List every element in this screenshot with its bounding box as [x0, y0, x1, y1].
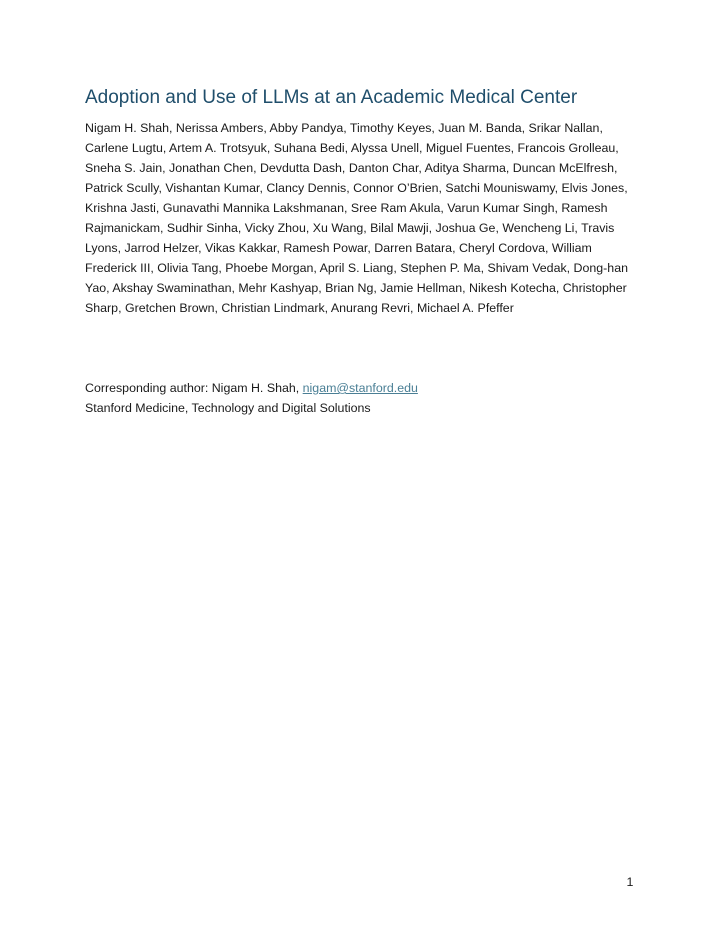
affiliation: Stanford Medicine, Technology and Digital Solutions: [85, 401, 371, 415]
author-list: Nigam H. Shah, Nerissa Ambers, Abby Pandya, Timothy Keyes, Juan M. Banda, Srikar Nallan, Carlene Lugtu, Artem A. Trotsyuk, Suhana Bedi, Alyssa Unell, Miguel Fuentes, Francois Grolleau, Sneha S. Jain, Jonathan Chen, Devdutta Dash, Danton Char, Aditya Sharma, Duncan McElfresh, Patrick Scully, Vishantan Kumar, Clancy Dennis, Connor O’Brien, Satchi Mouniswamy, Elvis Jones, Krishna Jasti, Gunavathi Mannika Lakshmanan, Sree Ram Akula, Varun Kumar Singh, Ramesh Rajmanickam, Sudhir Sinha, Vicky Zhou, Xu Wang, Bilal Mawji, Joshua Ge, Wencheng Li, Travis Lyons, Jarrod Helzer, Vikas Kakkar, Ramesh Powar, Darren Batara, Cheryl Cordova, William Frederick III, Olivia Tang, Phoebe Morgan, April S. Liang, Stephen P. Ma, Shivam Vedak, Dong-han Yao, Akshay Swaminathan, Mehr Kashyap, Brian Ng, Jamie Hellman, Nikesh Kotecha, Christopher Sharp, Gretchen Brown, Christian Lindmark, Anurang Revri, Michael A. Pfeffer: [85, 121, 628, 315]
corresponding-author-line: [85, 378, 645, 398]
paper-title: Adoption and Use of LLMs at an Academic Medical Center: [85, 87, 578, 108]
corresponding-email-link[interactable]: nigam@stanford.edu: [302, 381, 418, 395]
page-number: 1: [626, 875, 634, 889]
corresponding-author-label: Corresponding author: Nigam H. Shah,: [85, 381, 303, 395]
